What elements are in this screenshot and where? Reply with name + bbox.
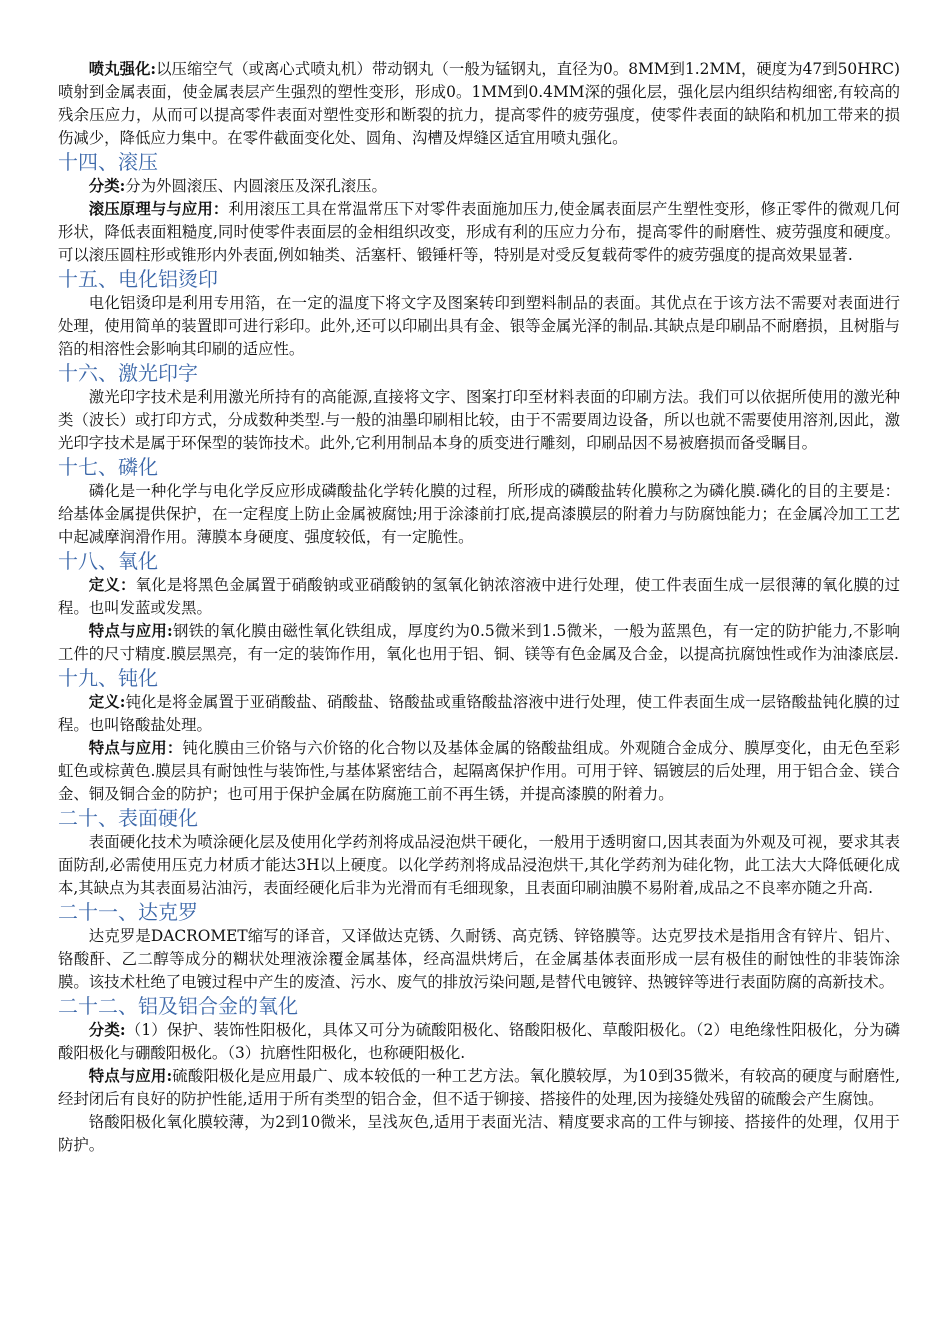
paragraph — [58, 574, 900, 620]
paragraph — [58, 925, 900, 994]
section-heading: 二十一、达克罗 — [58, 900, 198, 924]
term-label: 特点与应用: — [88, 1067, 173, 1085]
paragraph-text: （1）保护、装饰性阳极化，具体又可分为硫酸阳极化、铬酸阳极化、草酸阳极化。（2）电绝缘性阳极化，分为磷酸阳极化与硼酸阳极化。（3）抗磨性阳极化，也称硬阳极化. — [58, 1021, 900, 1062]
term-label: 特点与应用： — [88, 739, 183, 757]
paragraph-text: 钢铁的氧化膜由磁性氧化铁组成，厚度约为0.5微米到1.5微米，一般为蓝黑色，有一定的防护能力,不影响工件的尺寸精度.膜层黑亮，有一定的装饰作用，氧化也用于铝、铜、镁等有色金属及合金，以提高抗腐蚀性或作为油漆底层. — [58, 622, 900, 663]
section-heading: 二十二、铝及铝合金的氧化 — [58, 994, 298, 1018]
paragraph-text: 磷化是一种化学与电化学反应形成磷酸盐化学转化膜的过程，所形成的磷酸盐转化膜称之为磷化膜.磷化的目的主要是：给基体金属提供保护，在一定程度上防止金属被腐蚀;用于涂漆前打底,提高漆膜层的附着力与防腐蚀能力；在金属冷加工工艺中起减摩润滑作用。薄膜本身硬度、强度较低，有一定脆性。 — [58, 482, 900, 546]
paragraph-text: 分为外圆滚压、内圆滚压及深孔滚压。 — [125, 177, 387, 195]
paragraph — [58, 292, 900, 361]
section-heading: 十八、氧化 — [58, 549, 158, 573]
paragraph — [58, 1065, 900, 1111]
paragraph-text: 铬酸阳极化氧化膜较薄，为2到10微米，呈浅灰色,适用于表面光洁、精度要求高的工件与铆接、搭接件的处理，仅用于防护。 — [58, 1113, 900, 1154]
paragraph — [58, 737, 900, 806]
paragraph — [58, 831, 900, 900]
term-label: 特点与应用: — [88, 622, 173, 640]
section-heading: 十九、钝化 — [58, 666, 158, 690]
paragraph-text: 表面硬化技术为喷涂硬化层及使用化学药剂将成品浸泡烘干硬化，一般用于透明窗口,因其表面为外观及可视，要求其表面防刮,必需使用压克力材质才能达3H以上硬度。以化学药剂将成品浸泡烘干,其化学药剂为硅化物，此工法大大降低硬化成本,其缺点为其表面易沾油污，表面经硬化后非为光滑而有毛细现象，且表面印刷油膜不易附着,成品之不良率亦随之升高. — [58, 833, 900, 897]
section-heading: 十五、电化铝烫印 — [58, 267, 218, 291]
term-label: 定义: — [88, 693, 126, 711]
paragraph — [58, 198, 900, 267]
section-heading: 十四、滚压 — [58, 150, 158, 174]
paragraph-text: 钝化膜由三价铬与六价铬的化合物以及基体金属的铬酸盐组成。外观随合金成分、膜厚变化，由无色至彩虹色或棕黄色.膜层具有耐蚀性与装饰性,与基体紧密结合，起隔离保护作用。可用于锌、镉镀层的后处理，用于铝合金、镁合金、铜及铜合金的防护；也可用于保护金属在防腐施工前不再生锈，并提高漆膜的附着力。 — [58, 739, 900, 803]
paragraph — [58, 480, 900, 549]
term-label: 喷丸强化: — [88, 60, 157, 78]
term-label: 分类: — [88, 1021, 126, 1039]
term-label: 分类: — [88, 177, 126, 195]
term-label: 定义： — [88, 576, 136, 594]
paragraph-text: 以压缩空气（或离心式喷丸机）带动钢丸（一般为锰钢丸，直径为0。8MM到1.2MM，硬度为47到50HRC)喷射到金属表面，使金属表层产生强烈的塑性变形，形成0。1MM到0.4MM深的强化层，强化层内组织结构细密,有较高的残余压应力，从而可以提高零件表面对塑性变形和断裂的抗力，提高零件的疲劳强度，使零件表面的缺陷和机加工带来的损伤减少，降低应力集中。在零件截面变化处、圆角、沟槽及焊缝区适宜用喷丸强化。 — [58, 60, 900, 147]
paragraph — [58, 1019, 900, 1065]
paragraph-text: 达克罗是DACROMET缩写的译音，又译做达克锈、久耐锈、高克锈、锌铬膜等。达克罗技术是指用含有锌片、铝片、铬酸酐、乙二醇等成分的糊状处理液涂覆金属基体，经高温烘烤后，在金属基体表面形成一层有极佳的耐蚀性的非装饰涂膜。该技术杜绝了电镀过程中产生的废渣、污水、废气的排放污染问题,是替代电镀锌、热镀锌等进行表面防腐的高新技术。 — [58, 927, 900, 991]
paragraph — [58, 691, 900, 737]
paragraph — [58, 58, 900, 150]
term-label: 滚压原理与与应用： — [88, 200, 229, 218]
paragraph — [58, 175, 900, 198]
section-heading: 十七、磷化 — [58, 455, 158, 479]
paragraph-text: 钝化是将金属置于亚硝酸盐、硝酸盐、铬酸盐或重铬酸盐溶液中进行处理，使工件表面生成一层铬酸盐钝化膜的过程。也叫铬酸盐处理。 — [58, 693, 900, 734]
paragraph-text: 硫酸阳极化是应用最广、成本较低的一种工艺方法。氧化膜较厚，为10到35微米，有较高的硬度与耐磨性,经封闭后有良好的防护性能,适用于所有类型的铝合金，但不适于铆接、搭接件的处理,因为接缝处残留的硫酸会产生腐蚀。 — [58, 1067, 900, 1108]
paragraph-text: 利用滚压工具在常温常压下对零件表面施加压力,使金属表面层产生塑性变形，修正零件的微观几何形状，降低表面粗糙度,同时使零件表面层的金相组织改变，形成有利的压应力分布，提高零件的耐磨性、疲劳强度和硬度。可以滚压圆柱形或锥形内外表面,例如轴类、活塞杆、锻锤杆等，特别是对受反复载荷零件的疲劳强度的提高效果显著. — [58, 200, 900, 264]
paragraph — [58, 386, 900, 455]
paragraph — [58, 1111, 900, 1157]
paragraph-text: 电化铝烫印是利用专用箔，在一定的温度下将文字及图案转印到塑料制品的表面。其优点在于该方法不需要对表面进行处理，使用简单的装置即可进行彩印。此外,还可以印刷出具有金、银等金属光泽的制品.其缺点是印刷品不耐磨损，且树脂与箔的相溶性会影响其印刷的适应性。 — [58, 294, 900, 358]
paragraph-text: 激光印字技术是利用激光所持有的高能源,直接将文字、图案打印至材料表面的印刷方法。我们可以依据所使用的激光种类（波长）或打印方式，分成数种类型.与一般的油墨印刷相比较，由于不需要周边设备，所以也就不需要使用溶剂,因此，激光印字技术是属于环保型的装饰技术。此外,它利用制品本身的质变进行雕刻，印刷品因不易被磨损而备受瞩目。 — [58, 388, 900, 452]
section-heading: 十六、激光印字 — [58, 361, 198, 385]
section-heading: 二十、表面硬化 — [58, 806, 198, 830]
paragraph — [58, 620, 900, 666]
paragraph-text: 氧化是将黑色金属置于硝酸钠或亚硝酸钠的氢氧化钠浓溶液中进行处理，使工件表面生成一层很薄的氧化膜的过程。也叫发蓝或发黑。 — [58, 576, 900, 617]
